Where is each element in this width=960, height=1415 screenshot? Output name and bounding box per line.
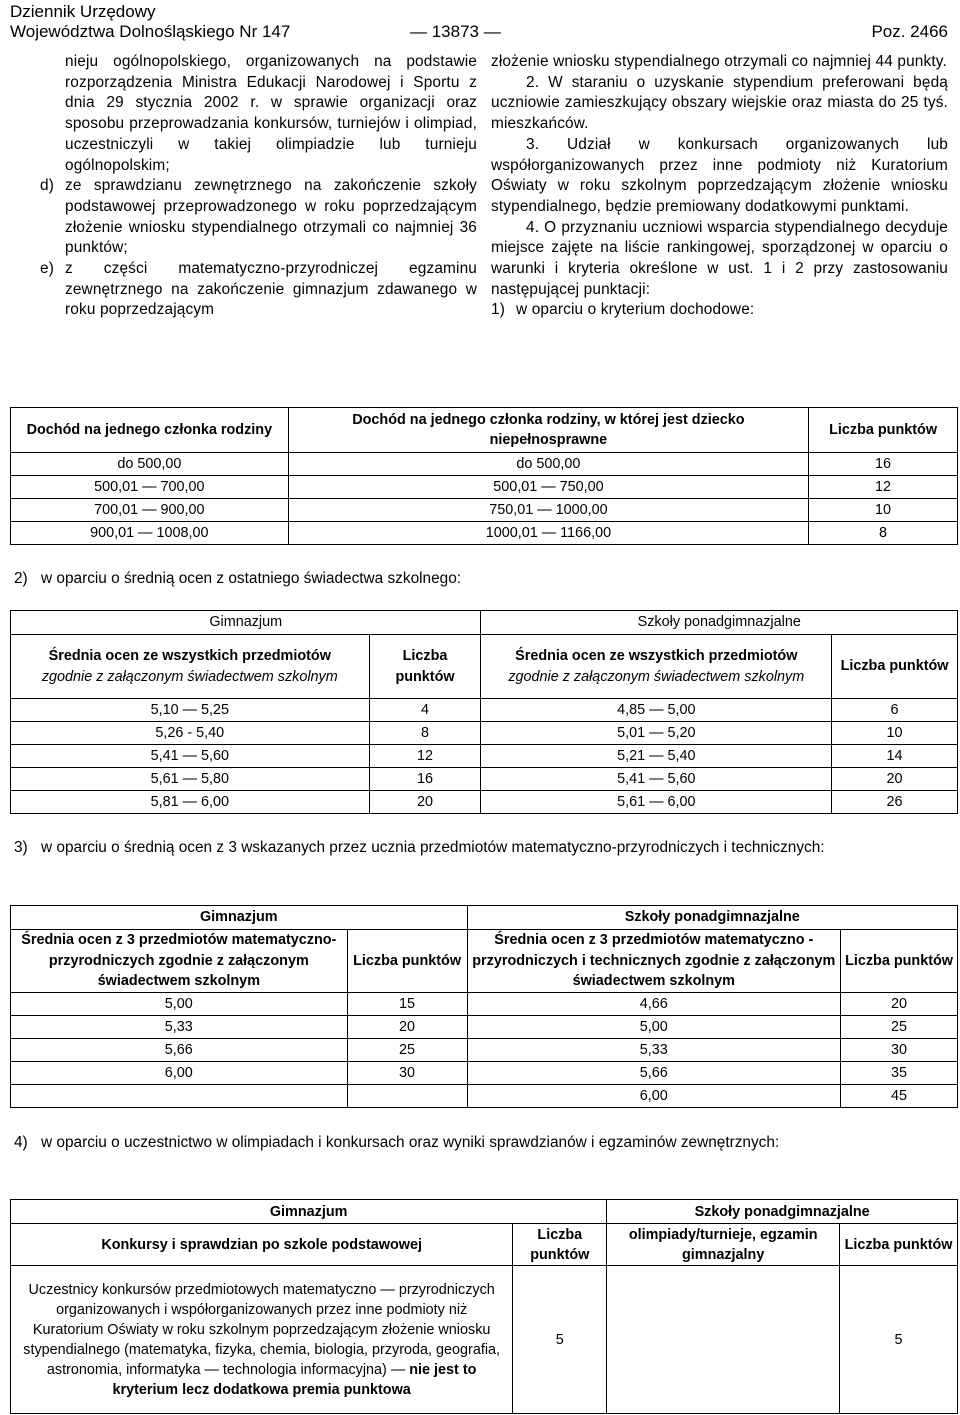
table-cell: 14	[832, 745, 958, 768]
list-item-1	[491, 300, 948, 321]
table-cell	[11, 1266, 513, 1414]
table-cell: 900,01 — 1008,00	[11, 522, 289, 545]
competitions-table	[10, 1199, 958, 1414]
table-cell: 8	[369, 722, 481, 745]
table-row	[11, 499, 958, 522]
header-region: Województwa Dolnośląskiego Nr 147	[10, 22, 291, 41]
list-text: z części matematyczno-przyrodniczej egzaminu zewnętrznego na zakończenie gimnazjum zdawanego w roku poprzedzającym	[65, 260, 477, 319]
column-header-italic: zgodnie z załączonym świadectwem szkolnym	[508, 668, 805, 685]
column-header	[481, 635, 832, 699]
grade-average-table	[10, 610, 958, 814]
table-row	[11, 1039, 958, 1062]
table-row	[11, 1062, 958, 1085]
column-header	[11, 635, 370, 699]
table-cell: 20	[832, 768, 958, 791]
table-row	[11, 768, 958, 791]
column-header-bold: Średnia ocen ze wszystkich przedmiotów	[48, 648, 331, 664]
group-header-gimnazjum: Gimnazjum	[11, 1200, 607, 1224]
table-cell: 20	[347, 1016, 467, 1039]
table-cell: 5,41 — 5,60	[11, 745, 370, 768]
table-row	[11, 1016, 958, 1039]
section-3-heading	[14, 838, 948, 859]
table-cell	[347, 1085, 467, 1108]
list-marker: 1)	[491, 301, 505, 319]
table-cell: 4	[369, 699, 481, 722]
table-row	[11, 453, 958, 476]
criterion-note: nie jest to kryterium lecz dodatkowa premia punktowa	[112, 1361, 477, 1398]
table-row	[11, 699, 958, 722]
table-cell: 5,41 — 5,60	[481, 768, 832, 791]
table-cell: 45	[841, 1085, 958, 1108]
table-cell: 8	[809, 522, 958, 545]
table-cell: 4,66	[467, 993, 841, 1016]
list-item-d	[40, 176, 477, 259]
list-marker: 4)	[14, 1134, 28, 1151]
column-header: Liczba punktów	[840, 1224, 958, 1266]
table-row	[11, 993, 958, 1016]
list-text: ze sprawdzianu zewnętrznego na zakończenie szkoły podstawowej przeprowadzonego w roku poprzedzającym złożenie wniosku stypendialnego otrzymali co najmniej 36 punktów;	[65, 177, 477, 257]
table-cell: 5,01 — 5,20	[481, 722, 832, 745]
table-cell: 10	[809, 499, 958, 522]
table-row	[11, 791, 958, 814]
table-row	[11, 722, 958, 745]
header-position: Poz. 2466	[871, 22, 948, 41]
table-cell: 5,33	[467, 1039, 841, 1062]
criterion-text: Uczestnicy konkursów przedmiotowych matematyczno — przyrodniczych organizowanych i współorganizowanych przez inne podmioty niż Kuratorium Oświaty w roku szkolnym poprzedzającym złożenie wniosku stypendialnego (matematyka, fizyka, chemia, biologia, przyroda, geografia, astronomia, informatyka — technologia informacyjna) —	[23, 1281, 501, 1378]
group-header-ponadgimnazjalne: Szkoły ponadgimnazjalne	[481, 611, 958, 635]
group-header-gimnazjum: Gimnazjum	[11, 906, 468, 930]
section-2-heading	[14, 569, 948, 590]
table-cell: 5,61 — 5,80	[11, 768, 370, 791]
table-cell: 5,26 - 5,40	[11, 722, 370, 745]
table-cell: 6,00	[11, 1062, 348, 1085]
table-cell: 5,61 — 6,00	[481, 791, 832, 814]
column-header: olimpiady/turnieje, egzamin gimnazjalny	[607, 1224, 840, 1266]
group-header-ponadgimnazjalne: Szkoły ponadgimnazjalne	[467, 906, 957, 930]
subject-average-table	[10, 905, 958, 1108]
table-cell: 4,85 — 5,00	[481, 699, 832, 722]
table-cell: 20	[369, 791, 481, 814]
table-cell: 5,00	[11, 993, 348, 1016]
table-header: Dochód na jednego członka rodziny, w której jest dziecko niepełnosprawne	[288, 408, 808, 453]
column-header: Liczba punktów	[513, 1224, 607, 1266]
table-row	[11, 522, 958, 545]
section-4-heading	[14, 1133, 948, 1154]
table-cell: 12	[369, 745, 481, 768]
right-column	[491, 52, 948, 321]
section-title: w oparciu o uczestnictwo w olimpiadach i konkursach oraz wyniki sprawdzianów i egzaminów zewnętrznych:	[41, 1134, 780, 1151]
column-header-italic: zgodnie z załączonym świadectwem szkolnym	[41, 668, 338, 685]
column-header-bold: Średnia ocen ze wszystkich przedmiotów	[515, 648, 798, 664]
table-cell: 30	[841, 1039, 958, 1062]
column-header: Liczba punktów	[347, 930, 467, 993]
section-title: w oparciu o średnią ocen z ostatniego świadectwa szkolnego:	[41, 570, 462, 587]
table-cell	[11, 1085, 348, 1108]
table-cell	[607, 1266, 840, 1414]
table-cell: 500,01 — 700,00	[11, 476, 289, 499]
list-marker: e)	[40, 260, 54, 278]
column-header: Średnia ocen z 3 przedmiotów matematyczno-przyrodniczych zgodnie z załączonym świadectwem szkolnym	[11, 930, 348, 993]
table-cell: 16	[809, 453, 958, 476]
table-cell: 12	[809, 476, 958, 499]
table-cell: 5,66	[467, 1062, 841, 1085]
paragraph-4: 4. O przyznaniu uczniowi wsparcia stypendialnego decyduje miejsce zajęte na liście rankingowej, sporządzonej w oparciu o warunki i kryteria określone w ust. 1 i 2 przy zastosowaniu następującej punktacji:	[491, 218, 948, 298]
table-cell: 750,01 — 1000,00	[288, 499, 808, 522]
group-header-gimnazjum: Gimnazjum	[11, 611, 481, 635]
table-cell: 16	[369, 768, 481, 791]
header-page-number: — 13873 —	[410, 22, 501, 41]
column-header: Średnia ocen z 3 przedmiotów matematyczno -przyrodniczych i technicznych zgodnie z załączonym świadectwem szkolnym	[467, 930, 841, 993]
table-cell: 500,01 — 750,00	[288, 476, 808, 499]
column-header: Liczba punktów	[369, 635, 481, 699]
table-cell: 5	[513, 1266, 607, 1414]
table-cell: 5,00	[467, 1016, 841, 1039]
table-row	[11, 1266, 958, 1414]
section-title: w oparciu o średnią ocen z 3 wskazanych przez ucznia przedmiotów matematyczno-przyrodniczych i technicznych:	[41, 839, 825, 856]
table-cell: 25	[347, 1039, 467, 1062]
table-cell: 30	[347, 1062, 467, 1085]
publication-title: Dziennik Urzędowy	[10, 2, 156, 21]
paragraph-3: 3. Udział w konkursach organizowanych lub współorganizowanych przez inne podmioty niż Kuratorium Oświaty w roku szkolnym poprzedzającym złożenie wniosku stypendialnego, będzie premiowany dodatkowymi punktami.	[491, 135, 948, 215]
table-cell: 5,10 — 5,25	[11, 699, 370, 722]
column-header: Konkursy i sprawdzian po szkole podstawowej	[11, 1224, 513, 1266]
table-row	[11, 476, 958, 499]
table-cell: 20	[841, 993, 958, 1016]
table-cell: 15	[347, 993, 467, 1016]
table-cell: 5,21 — 5,40	[481, 745, 832, 768]
left-column	[40, 52, 477, 321]
table-header: Liczba punktów	[809, 408, 958, 453]
table-cell: 700,01 — 900,00	[11, 499, 289, 522]
table-cell: 6	[832, 699, 958, 722]
table-cell: 5,66	[11, 1039, 348, 1062]
column-header: Liczba punktów	[832, 635, 958, 699]
column-header: Liczba punktów	[841, 930, 958, 993]
table-cell: 26	[832, 791, 958, 814]
group-header-ponadgimnazjalne: Szkoły ponadgimnazjalne	[607, 1200, 958, 1224]
table-cell: 5,33	[11, 1016, 348, 1039]
table-cell: 5,81 — 6,00	[11, 791, 370, 814]
table-row	[11, 1085, 958, 1108]
table-header: Dochód na jednego członka rodziny	[11, 408, 289, 453]
table-row	[11, 745, 958, 768]
list-text: w oparciu o kryterium dochodowe:	[516, 301, 755, 319]
list-marker: 2)	[14, 570, 28, 587]
page-header	[10, 22, 948, 42]
left-continuation: nieju ogólnopolskiego, organizowanych na podstawie rozporządzenia Ministra Edukacji Narodowej i Sportu z dnia 29 stycznia 2002 r. w sprawie organizacji oraz sposobu przeprowadzania konkursów, turniejów i olimpiad, uczestniczyli w takiej olimpiadzie lub turnieju ogólnopolskim;	[65, 53, 477, 174]
right-continuation: złożenie wniosku stypendialnego otrzymali co najmniej 44 punkty.	[491, 53, 947, 70]
table-cell: 5	[840, 1266, 958, 1414]
paragraph-2: 2. W staraniu o uzyskanie stypendium preferowani będą uczniowie zamieszkujący obszary wiejskie oraz miasta do 25 tyś. mieszkańców.	[491, 73, 948, 133]
table-cell: 1000,01 — 1166,00	[288, 522, 808, 545]
table-cell: 10	[832, 722, 958, 745]
list-item-e	[40, 259, 477, 321]
table-cell: do 500,00	[11, 453, 289, 476]
table-cell: 6,00	[467, 1085, 841, 1108]
table-cell: 35	[841, 1062, 958, 1085]
list-marker: 3)	[14, 839, 28, 856]
table-cell: 25	[841, 1016, 958, 1039]
list-marker: d)	[40, 177, 54, 195]
income-table	[10, 407, 958, 545]
table-cell: do 500,00	[288, 453, 808, 476]
